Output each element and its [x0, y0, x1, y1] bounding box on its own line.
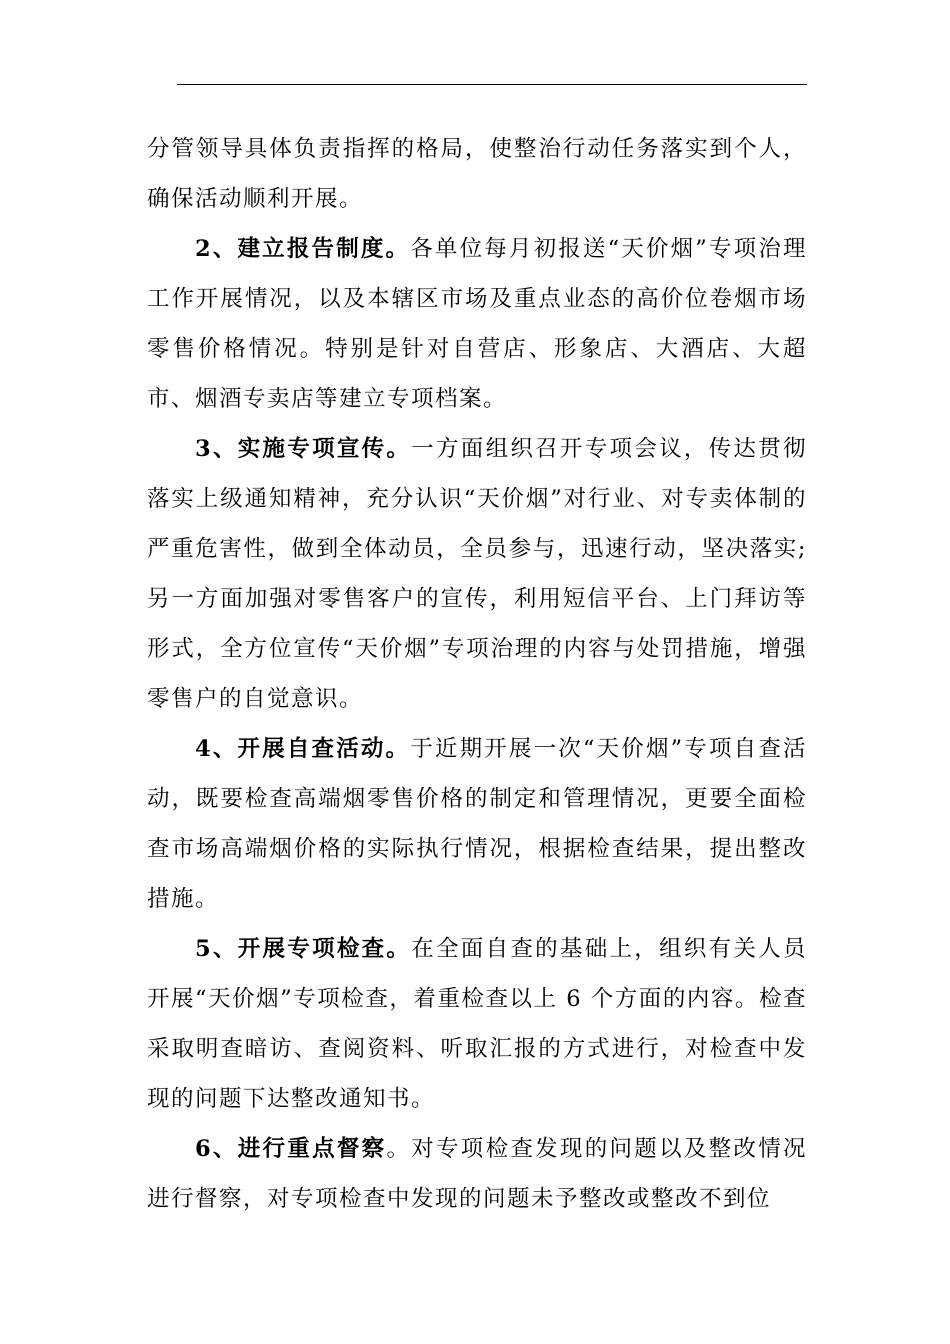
- paragraph-heading: 4、开展自查活动。: [195, 736, 411, 762]
- document-body: [147, 124, 807, 1224]
- paragraph-text: 于近期开展一次“天价烟”专项自查活动，既要检查高端烟零售价格的制定和管理情况，更要全面检查市场高端烟价格的实际执行情况，根据检查结果，提出整改措施。: [147, 736, 807, 912]
- paragraph-supervision: [147, 1124, 807, 1224]
- paragraph-heading: 2、建立报告制度。: [195, 236, 411, 262]
- paragraph-heading: 3、实施专项宣传。: [195, 436, 412, 462]
- header-rule: [177, 84, 807, 85]
- paragraph-text: 在全面自查的基础上，组织有关人员开展“天价烟”专项检查，着重检查以上 6 个方面的内容。检查采取明查暗访、查阅资料、听取汇报的方式进行，对检查中发现的问题下达整改通知书。: [147, 936, 807, 1112]
- paragraph-heading: 5、开展专项检查。: [195, 936, 412, 962]
- paragraph-text: 一方面组织召开专项会议，传达贯彻落实上级通知精神，充分认识“天价烟”对行业、对专卖体制的严重危害性，做到全体动员，全员参与，迅速行动，坚决落实; 另一方面加强对零售客户的宣传，利用短信平台、上门拜访等形式，全方位宣传“天价烟”专项治理的内容与处罚措施，增强零售户的自觉意识。: [147, 436, 807, 712]
- paragraph-text: 分管领导具体负责指挥的格局，使整治行动任务落实到个人，确保活动顺利开展。: [147, 136, 807, 212]
- paragraph-text: 各单位每月初报送“天价烟”专项治理工作开展情况，以及本辖区市场及重点业态的高价位卷烟市场零售价格情况。特别是针对自营店、形象店、大酒店、大超市、烟酒专卖店等建立专项档案。: [147, 236, 807, 412]
- paragraph-special-inspection: [147, 924, 807, 1124]
- paragraph-text: 。对专项检查发现的问题以及整改情况进行督察，对专项检查中发现的问题未予整改或整改不到位: [147, 1136, 807, 1212]
- paragraph-reporting-system: [147, 224, 807, 424]
- paragraph-continuation: [147, 124, 807, 224]
- paragraph-self-inspection: [147, 724, 807, 924]
- paragraph-publicity: [147, 424, 807, 724]
- paragraph-heading: 6、进行重点督察: [195, 1136, 387, 1162]
